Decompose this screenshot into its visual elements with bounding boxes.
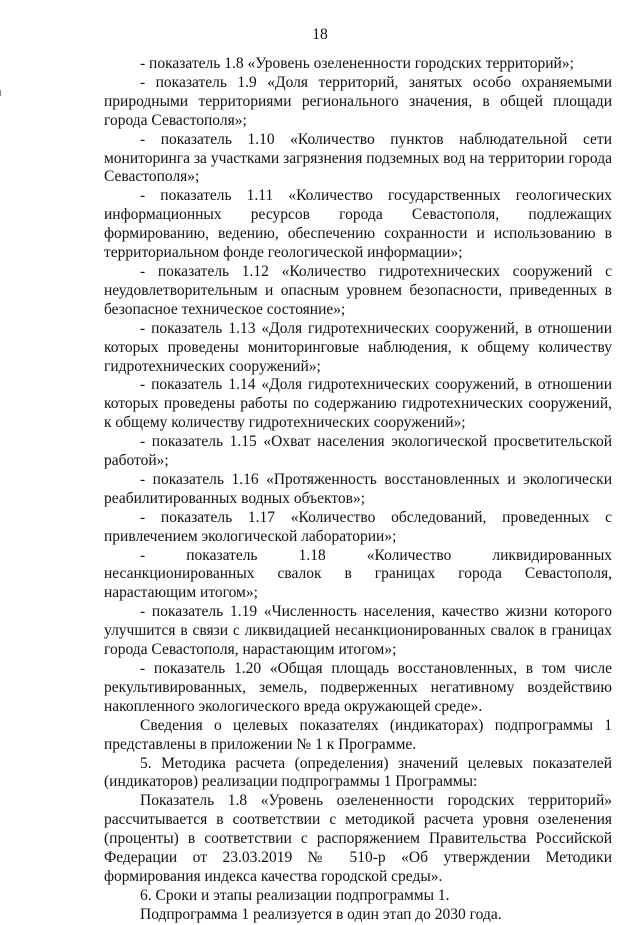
- section-6-heading: 6. Сроки и этапы реализации подпрограммы 1.: [140, 886, 450, 904]
- indicator-1-13: - показатель 1.13 «Доля гидротехнических сооружений, в отношении которых проведены мониторинговые наблюдения, к общему количеству гидротехнических сооружений»;: [104, 319, 612, 375]
- indicators-appendix-note: Сведения о целевых показателях (индикаторах) подпрограммы 1 представлены в приложении № 1 к Программе.: [104, 716, 612, 753]
- indicator-1-20: - показатель 1.20 «Общая площадь восстановленных, в том числе рекультивированных, земель, подверженных негативному воздействию накопленного экологического вреда окружающей среде».: [104, 660, 612, 715]
- implementation-stage: Подпрограмма 1 реализуется в один этап до 2030 года.: [140, 905, 502, 923]
- indicator-1-14: - показатель 1.14 «Доля гидротехнических сооружений, в отношении которых проведены работы по содержанию гидротехнических сооружений, к общему количеству гидротехнических сооружений»;: [104, 376, 612, 432]
- indicator-1-11: - показатель 1.11 «Количество государственных геологических информационных ресурсов города Севастополя, подлежащих формированию, ведению, обеспечению сохранности и использованию в территориальном фонде геологической информации»;: [104, 187, 612, 262]
- section-5-heading: 5. Методика расчета (определения) значений целевых показателей (индикаторов) реализации подпрограммы 1 Программы:: [104, 754, 612, 791]
- indicator-1-18: - показатель 1.18 «Количество ликвидированных несанкционированных свалок в границах города Севастополя, нарастающим итогом»;: [104, 546, 612, 602]
- indicator-1-12: - показатель 1.12 «Количество гидротехнических сооружений с неудовлетворительным и опасным уровнем безопасности, приведенных в безопасное техническое состояние»;: [104, 262, 612, 318]
- indicator-1-19: - показатель 1.19 «Численность населения, качество жизни которого улучшится в связи с ликвидацией несанкционированных свалок в границах города Севастополя, нарастающим итогом»;: [104, 603, 612, 659]
- indicator-1-15: - показатель 1.15 «Охват населения экологической просветительской работой»;: [104, 433, 612, 470]
- margin-mark: [0, 90, 1, 96]
- page-number: 18: [312, 26, 328, 43]
- indicator-1-9: - показатель 1.9 «Доля территорий, занятых особо охраняемыми природными территориями регионального значения, в общей площади города Севастополя»;: [104, 73, 612, 129]
- document-body: [104, 55, 612, 925]
- indicator-1-17: - показатель 1.17 «Количество обследований, проведенных с привлечением экологической лаборатории»;: [104, 508, 612, 545]
- methodology-1-8: Показатель 1.8 «Уровень озелененности городских территорий» рассчитывается в соответствии с методикой расчета уровня озеленения (проценты) в соответствии с распоряжением Правительства Российской Федерации от 23.03.2019 № 510-р «Об утверждении Методики формирования индекса качества городской среды».: [104, 792, 612, 885]
- indicator-1-8: - показатель 1.8 «Уровень озелененности городских территорий»;: [140, 55, 574, 72]
- indicator-1-16: - показатель 1.16 «Протяженность восстановленных и экологически реабилитированных водных объектов»;: [104, 470, 612, 507]
- indicator-1-10: - показатель 1.10 «Количество пунктов наблюдательной сети мониторинга за участками загрязнения подземных вод на территории города Севастополя»;: [104, 130, 612, 186]
